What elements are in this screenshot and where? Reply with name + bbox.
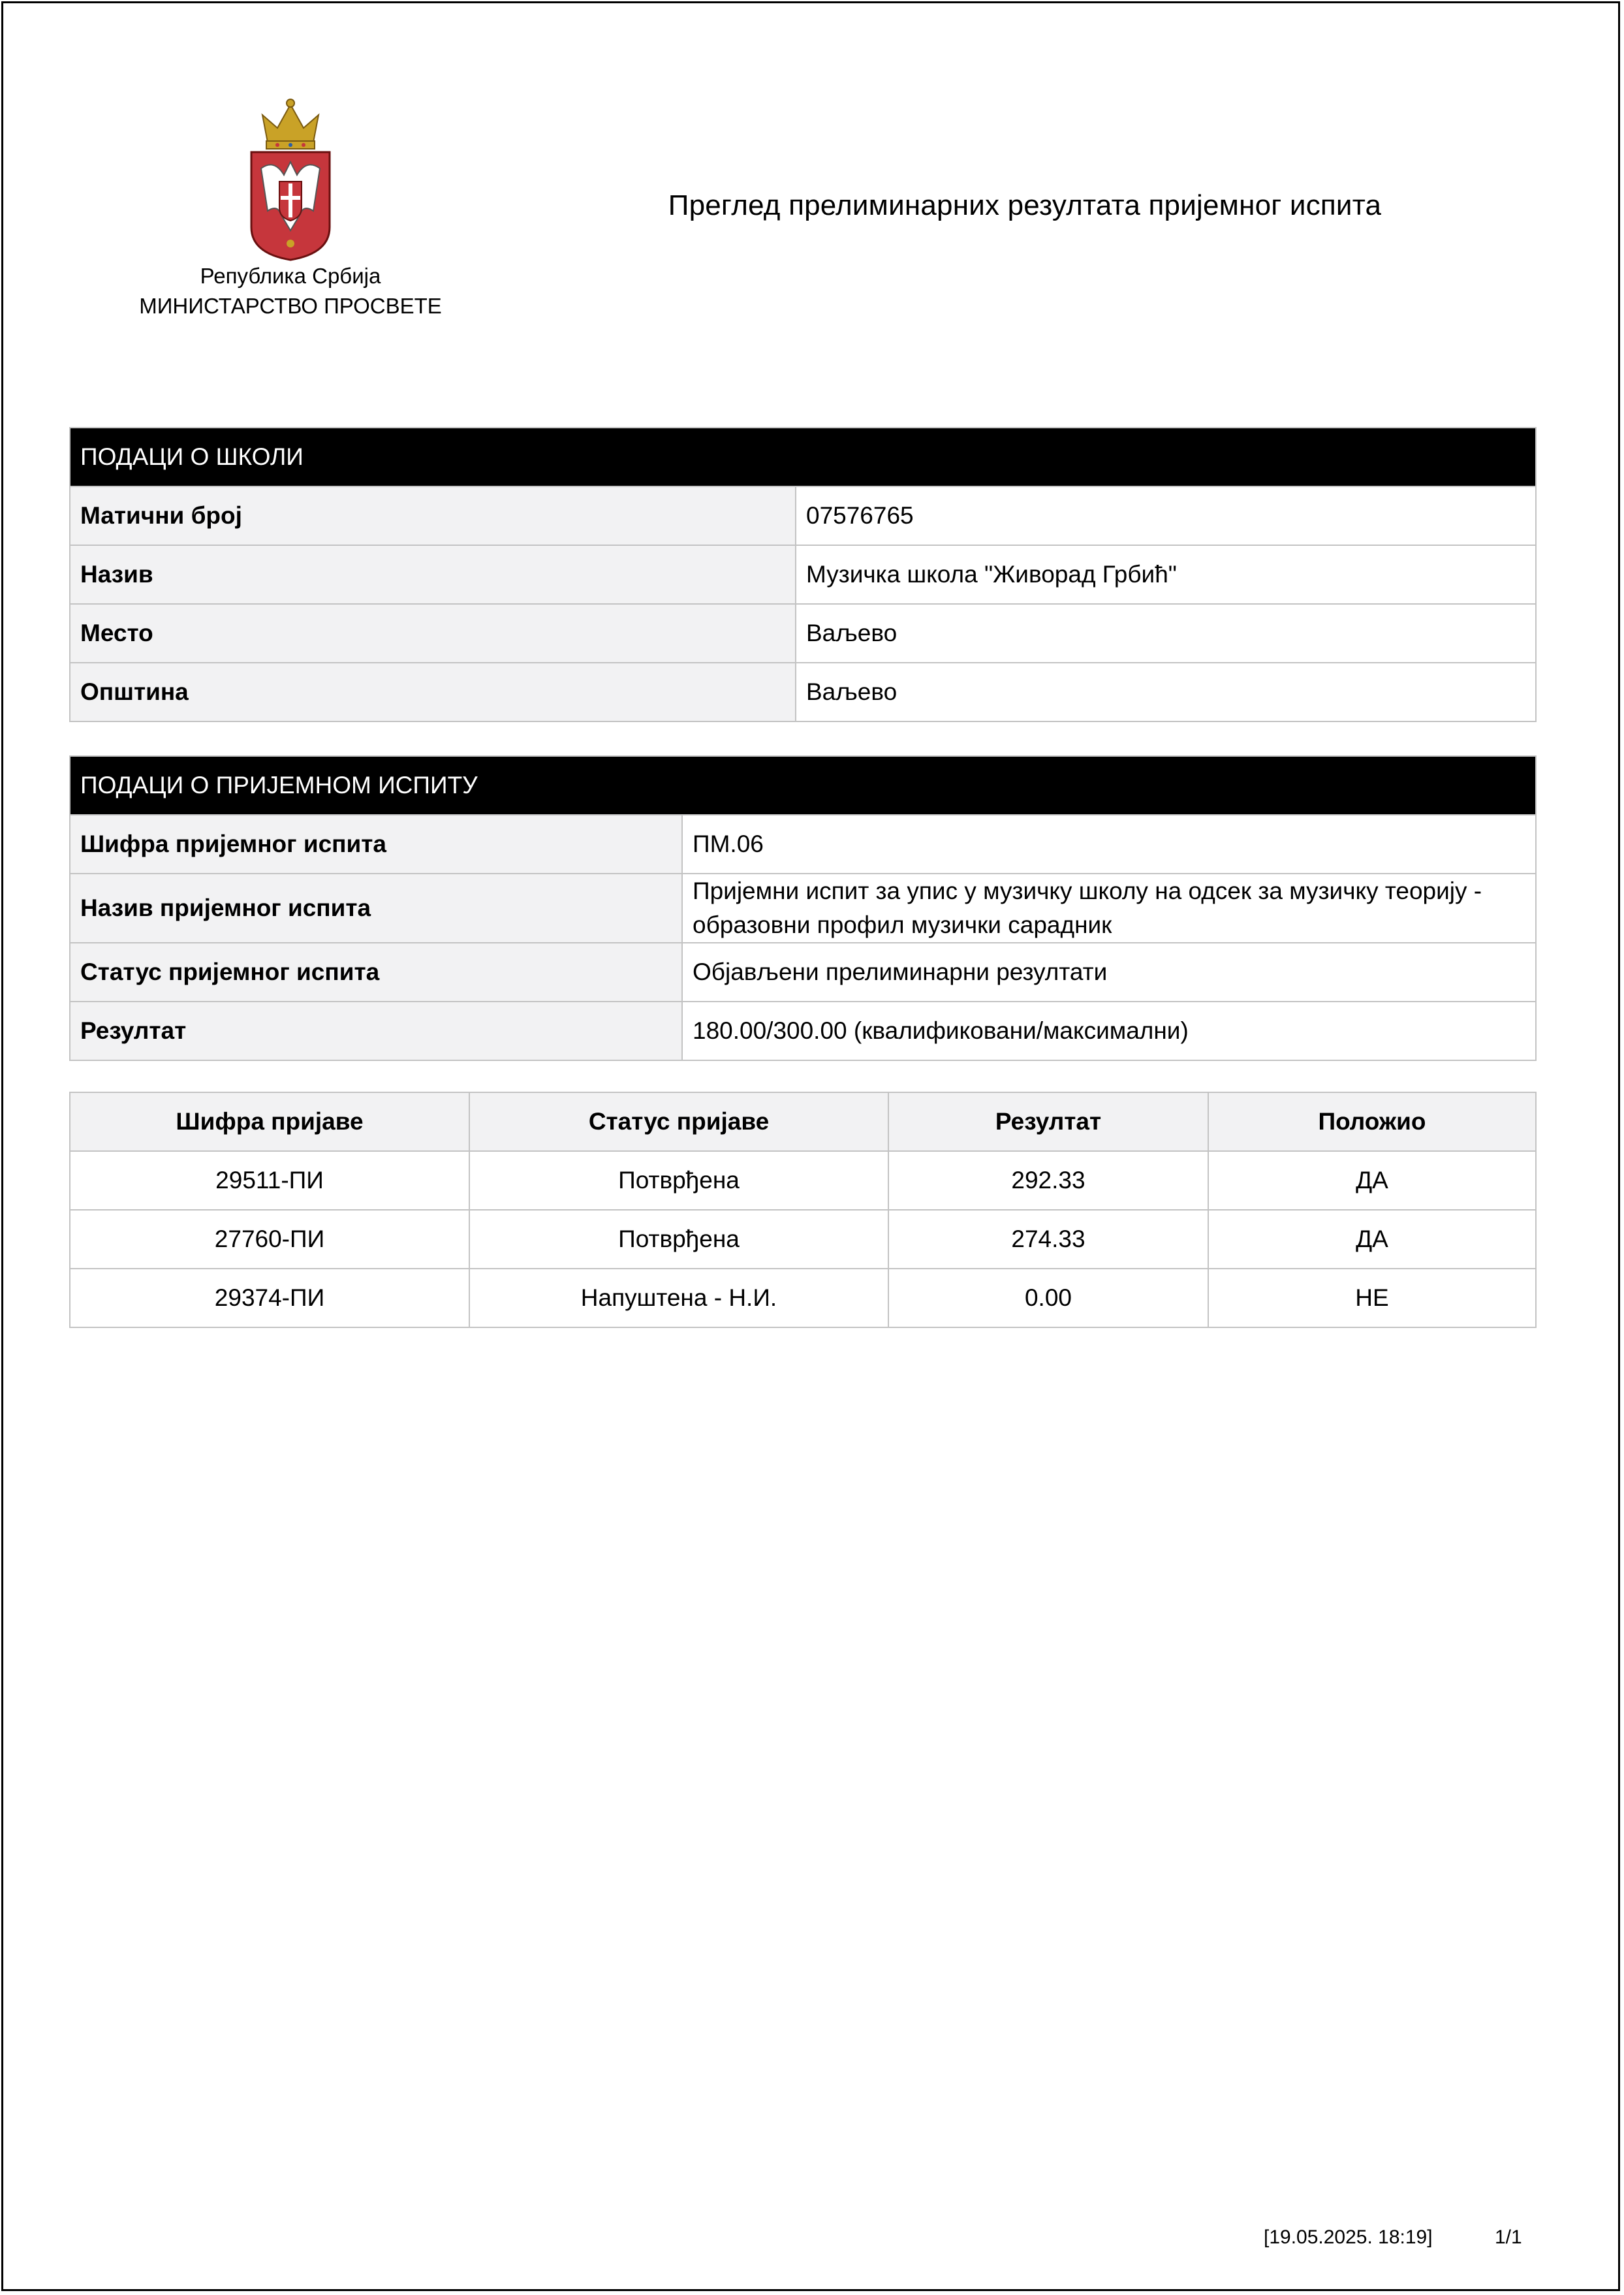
col-header-result: Резултат — [888, 1092, 1208, 1151]
exam-row-status — [70, 943, 1536, 1002]
application-code: 27760-ПИ — [70, 1210, 469, 1269]
application-result: 0.00 — [888, 1269, 1208, 1327]
col-header-application-status: Статус пријаве — [469, 1092, 888, 1151]
table-row — [70, 1151, 1536, 1210]
table-row — [70, 1210, 1536, 1269]
school-row-place — [70, 604, 1536, 663]
application-status: Напуштена - Н.И. — [469, 1269, 888, 1327]
exam-name-value: Пријемни испит за упис у музичку школу на одсек за музичку теорију - образовни профил музички сарадник — [682, 874, 1536, 943]
application-result: 292.33 — [888, 1151, 1208, 1210]
school-id-label: Матични број — [70, 486, 796, 545]
application-code: 29511-ПИ — [70, 1151, 469, 1210]
exam-status-value: Објављени прелиминарни резултати — [682, 943, 1536, 1002]
country-name: Република Србија — [200, 264, 381, 288]
school-municipality-value: Ваљево — [796, 663, 1536, 721]
exam-code-value: ПМ.06 — [682, 815, 1536, 874]
exam-info-table — [69, 755, 1537, 1061]
school-section-header — [70, 428, 1536, 486]
application-code: 29374-ПИ — [70, 1269, 469, 1327]
exam-section-title: ПОДАЦИ О ПРИЈЕМНОМ ИСПИТУ — [70, 756, 1536, 815]
application-status: Потврђена — [469, 1210, 888, 1269]
exam-row-name — [70, 874, 1536, 943]
application-passed: ДА — [1208, 1210, 1536, 1269]
exam-result-value: 180.00/300.00 (квалификовани/максимални) — [682, 1002, 1536, 1060]
school-row-name — [70, 545, 1536, 604]
applications-table — [69, 1092, 1537, 1328]
ministry-name: МИНИСТАРСТВО ПРОСВЕТЕ — [139, 294, 442, 318]
exam-name-label: Назив пријемног испита — [70, 874, 682, 943]
application-passed: НЕ — [1208, 1269, 1536, 1327]
school-name-label: Назив — [70, 545, 796, 604]
school-municipality-label: Општина — [70, 663, 796, 721]
exam-result-label: Резултат — [70, 1002, 682, 1060]
exam-code-label: Шифра пријемног испита — [70, 815, 682, 874]
school-place-value: Ваљево — [796, 604, 1536, 663]
table-row — [70, 1269, 1536, 1327]
exam-row-result — [70, 1002, 1536, 1060]
application-passed: ДА — [1208, 1151, 1536, 1210]
ministry-header — [131, 97, 450, 321]
page-number: 1/1 — [1495, 2226, 1522, 2248]
school-name-value: Музичка школа "Живорад Грбић" — [796, 545, 1536, 604]
application-status: Потврђена — [469, 1151, 888, 1210]
exam-status-label: Статус пријемног испита — [70, 943, 682, 1002]
exam-row-code — [70, 815, 1536, 874]
application-result: 274.33 — [888, 1210, 1208, 1269]
school-info-table — [69, 427, 1537, 722]
print-timestamp: [19.05.2025. 18:19] — [1264, 2226, 1433, 2248]
school-row-municipality — [70, 663, 1536, 721]
applications-header-row — [70, 1092, 1536, 1151]
school-section-title: ПОДАЦИ О ШКОЛИ — [70, 428, 1536, 486]
col-header-passed: Положио — [1208, 1092, 1536, 1151]
school-row-id — [70, 486, 1536, 545]
serbian-coat-of-arms-icon — [248, 97, 333, 261]
col-header-application-code: Шифра пријаве — [70, 1092, 469, 1151]
page-title: Преглед прелиминарних резултата пријемног испита — [668, 189, 1382, 221]
exam-section-header — [70, 756, 1536, 815]
school-id-value: 07576765 — [796, 486, 1536, 545]
school-place-label: Место — [70, 604, 796, 663]
